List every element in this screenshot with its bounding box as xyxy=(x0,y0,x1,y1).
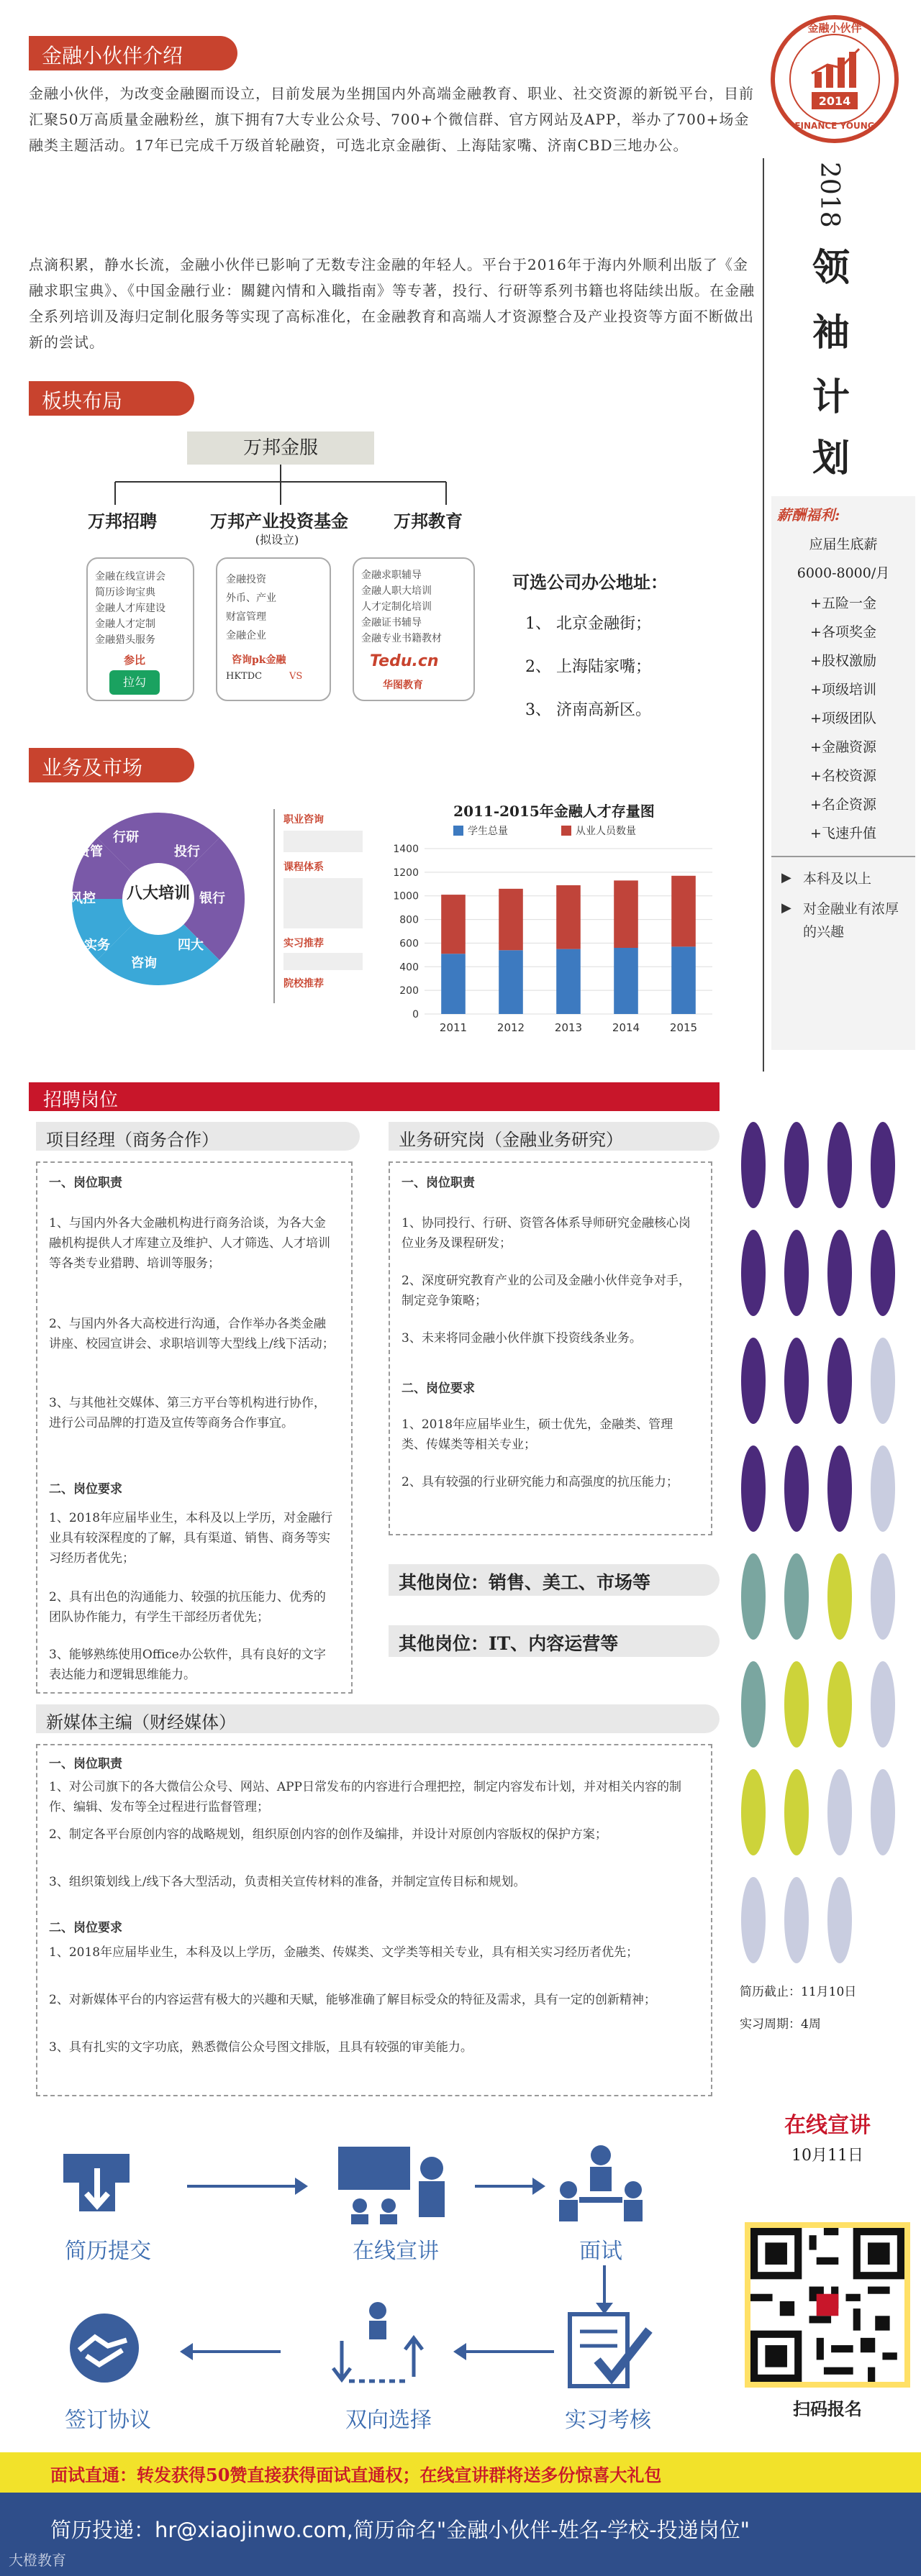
logo-year: 2014 xyxy=(818,94,851,108)
partner-logo-lagou: 拉勾 xyxy=(109,670,160,695)
y-tick-label: 0 xyxy=(412,1009,419,1020)
step-sign-agreement: 签订协议 xyxy=(65,2408,151,2433)
pm-duty-title: 一、岗位职责 xyxy=(49,1176,122,1190)
modules-header: 板块布局 xyxy=(29,381,194,416)
decorative-ellipse xyxy=(827,1122,852,1208)
y-tick-label: 1400 xyxy=(393,844,419,855)
edu-item: 人才定制化培训 xyxy=(361,601,432,613)
x-tick-label: 2012 xyxy=(496,1021,525,1034)
bar-students xyxy=(614,948,638,1014)
arrow-icon: ▶ xyxy=(781,870,791,885)
fund-box xyxy=(216,557,331,701)
module-fund-note: (拟设立) xyxy=(255,533,299,547)
step-two-way-select: 双向选择 xyxy=(345,2408,432,2433)
media-duty: 1、对公司旗下的各大微信公众号、网站、APP日常发布的内容进行合理把控，制定内容发布计划，并对相关内容的制作、编辑、发布等全过程进行监督管理； xyxy=(49,1780,681,1814)
research-detail-box xyxy=(389,1161,712,1535)
pm-duty: 3、与其他社交媒体、第三方平台等机构进行协作，进行公司品牌的打造及宣传等商务合作事宜。 xyxy=(49,1396,326,1430)
requirement-degree: 本科及以上 xyxy=(803,871,872,887)
media-duty-title: 一、岗位职责 xyxy=(49,1757,122,1771)
media-req: 3、具有扎实的文字功底，熟悉微信公众号图文排版，且具有较强的审美能力。 xyxy=(49,2040,473,2055)
media-title: 新媒体主编（财经媒体） xyxy=(46,1712,236,1732)
handshake-icon xyxy=(58,2308,151,2388)
edu-item: 金融人职大培训 xyxy=(361,585,432,597)
service-detail xyxy=(283,878,363,928)
decorative-ellipse xyxy=(741,1553,766,1640)
bar-students xyxy=(499,950,523,1014)
decorative-ellipse xyxy=(871,1769,895,1855)
decorative-ellipse xyxy=(871,1553,895,1640)
decorative-ellipse xyxy=(871,1230,895,1316)
wheel-item: 行研 xyxy=(113,830,139,845)
partner-logo-vs: VS xyxy=(289,671,303,682)
decorative-ellipse xyxy=(827,1553,852,1640)
decorative-ellipse xyxy=(784,1769,809,1855)
media-detail-box xyxy=(36,1744,712,2096)
benefit-item: +项级培训 xyxy=(810,682,876,698)
recruit-header-bar xyxy=(29,1082,720,1111)
partner-logo-hktdc: HKTDC xyxy=(226,671,263,682)
live-talk-date: 10月11日 xyxy=(791,2147,863,2165)
office-address: 3、 济南高新区。 xyxy=(525,701,651,719)
decorative-ellipse xyxy=(741,1445,766,1532)
benefits-divider xyxy=(771,856,915,857)
decorative-ellipse xyxy=(827,1230,852,1316)
legend-swatch xyxy=(453,826,463,836)
side-title-char-4: 划 xyxy=(812,437,850,480)
email-text: 简历投递：hr@xiaojinwo.com,简历命名"金融小伙伴-姓名-学校-投递岗位" xyxy=(50,2518,750,2542)
legend-label: 学生总量 xyxy=(468,826,508,837)
step-online-talk: 在线宣讲 xyxy=(353,2239,439,2264)
bar-students xyxy=(556,949,581,1014)
legend-swatch xyxy=(561,826,571,836)
checklist-icon xyxy=(561,2308,655,2395)
research-duty: 3、未来将同金融小伙伴旗下投资线条业务。 xyxy=(401,1331,642,1346)
decorative-ellipse xyxy=(741,1230,766,1316)
decorative-ellipse xyxy=(827,1769,852,1855)
side-title-char-3: 计 xyxy=(812,375,850,419)
service-detail xyxy=(283,831,363,852)
qr-code[interactable] xyxy=(745,2222,910,2388)
logo-top-text: 金融小伙伴 xyxy=(807,22,862,35)
other-positions-2: 其他岗位：IT、内容运营等 xyxy=(399,1633,619,1654)
decorative-ellipse xyxy=(871,1445,895,1532)
partner-logo-consult: 咨询pk金融 xyxy=(232,654,286,666)
x-tick-label: 2014 xyxy=(612,1021,640,1034)
edu-item: 金融专业书籍教材 xyxy=(361,633,442,644)
benefit-item: +股权激励 xyxy=(810,653,876,669)
benefit-item: +名校资源 xyxy=(810,768,876,784)
benefit-item: +名企资源 xyxy=(810,797,876,813)
recruit-item: 金融在线宣讲会 xyxy=(95,571,165,583)
service-label: 院校推荐 xyxy=(283,978,324,990)
resume-submit-icon xyxy=(58,2139,151,2226)
module-fund: 万邦产业投资基金 xyxy=(210,511,348,531)
benefits-title: 薪酬福利: xyxy=(777,506,840,524)
office-address: 2、 上海陆家嘴； xyxy=(525,658,651,676)
partner-logo-canbi: 参比 xyxy=(124,654,146,667)
partner-logo-huatu: 华图教育 xyxy=(383,680,423,691)
y-tick-label: 400 xyxy=(399,962,419,974)
decorative-ellipse xyxy=(741,1661,766,1748)
bar-employees xyxy=(556,885,581,949)
decorative-ellipse xyxy=(784,1553,809,1640)
recruit-item: 金融猎头服务 xyxy=(95,634,155,646)
service-list xyxy=(273,809,367,1003)
recruit-item: 金融人才定制 xyxy=(95,618,155,630)
intro-header: 金融小伙伴介绍 xyxy=(29,36,237,70)
arrow-left-icon xyxy=(180,2337,281,2366)
qr-label: 扫码报名 xyxy=(793,2398,862,2419)
decorative-ellipse xyxy=(827,1661,852,1748)
benefit-item: +金融资源 xyxy=(810,739,876,755)
arrow-right-icon xyxy=(475,2172,547,2201)
other-positions-2-bar xyxy=(389,1625,720,1657)
research-req: 1、2018年应届毕业生，硕士优先，金融类、管理类、传媒类等相关专业； xyxy=(401,1417,673,1452)
decorative-ellipses xyxy=(741,1122,914,1970)
decorative-ellipse xyxy=(741,1877,766,1963)
research-req-title: 二、岗位要求 xyxy=(401,1381,475,1396)
online-talk-icon xyxy=(338,2139,453,2226)
step-resume-submit: 简历提交 xyxy=(65,2239,151,2264)
arrow-right-icon xyxy=(187,2172,309,2201)
media-title-bar xyxy=(36,1704,720,1733)
module-edu: 万邦教育 xyxy=(394,511,463,531)
bar-students xyxy=(441,954,466,1014)
service-label: 实习推荐 xyxy=(283,938,324,949)
decorative-ellipse xyxy=(741,1122,766,1208)
pm-req: 3、能够熟练使用Office办公软件，具有良好的文字表达能力和逻辑思维能力。 xyxy=(49,1648,326,1682)
benefit-item: +项级团队 xyxy=(810,711,876,726)
research-duty-title: 一、岗位职责 xyxy=(401,1176,475,1190)
partner-logo-tedu: Tedu.cn xyxy=(370,652,439,670)
side-title-char-1: 领 xyxy=(812,246,850,290)
wheel-item: 银行 xyxy=(199,891,225,906)
decorative-ellipse xyxy=(741,1769,766,1855)
decorative-ellipse xyxy=(827,1877,852,1963)
media-duty: 2、制定各平台原创内容的战略规划，组织原创内容的创作及编排，并设计对原创内容版权的保护方案； xyxy=(49,1827,607,1842)
research-duty: 2、深度研究教育产业的公司及金融小伙伴竞争对手，制定竞争策略； xyxy=(401,1274,691,1308)
wheel-item: 咨询 xyxy=(131,956,157,971)
pm-req: 2、具有出色的沟通能力、较强的抗压能力、优秀的团队协作能力，有学生干部经历者优先； xyxy=(49,1590,326,1625)
direct-interview-banner xyxy=(0,2452,921,2493)
other-positions-1: 其他岗位：销售、美工、市场等 xyxy=(399,1572,651,1593)
wheel-item: 投行 xyxy=(174,844,200,859)
other-positions-1-bar xyxy=(389,1564,720,1596)
bar-employees xyxy=(671,876,696,947)
decorative-ellipse xyxy=(784,1877,809,1963)
pm-title: 项目经理（商务合作） xyxy=(46,1130,219,1150)
research-duty: 1、协同投行、行研、资管各体系导师研究金融核心岗位业务及课程研发； xyxy=(401,1216,691,1251)
x-tick-label: 2011 xyxy=(439,1021,468,1034)
recruit-item: 简历诊询宝典 xyxy=(95,587,155,598)
step-intern-assess: 实习考核 xyxy=(565,2408,651,2433)
decorative-ellipse xyxy=(784,1122,809,1208)
business-header: 业务及市场 xyxy=(29,748,194,782)
watermark: 大橙教育 xyxy=(9,2552,66,2569)
pm-req: 1、2018年应届毕业生，本科及以上学历，对金融行业具有较深程度的了解，具有渠道、销售、商务等实习经历者优先； xyxy=(49,1511,333,1566)
recruit-item: 金融人才库建设 xyxy=(95,603,165,614)
wheel-center: 八大培训 xyxy=(126,884,190,903)
decorative-ellipse xyxy=(871,1122,895,1208)
pm-duty: 2、与国内外各大高校进行沟通，合作举办各类金融讲座、校园宣讲会、求职培训等大型线上/线下活动； xyxy=(49,1317,335,1351)
requirement-interest: 对金融业有浓厚的兴趣 xyxy=(803,901,899,940)
email-banner xyxy=(0,2493,921,2576)
pm-duty: 1、与国内外各大金融机构进行商务洽谈，为各大金融机构提供人才库建立及维护、人才筛选、人才培训等各类专业猎聘、培训等服务； xyxy=(49,1216,330,1271)
decorative-ellipse xyxy=(827,1445,852,1532)
fund-item: 金融企业 xyxy=(226,630,266,641)
deadline: 简历截止：11月10日 xyxy=(740,1985,857,1999)
benefit-item: +五险一金 xyxy=(810,595,876,611)
decorative-ellipse xyxy=(784,1445,809,1532)
media-req: 1、2018年应届毕业生，本科及以上学历，金融类、传媒类、文学类等相关专业，具有相关实习经历者优先； xyxy=(49,1945,639,1960)
bar-employees xyxy=(441,895,466,954)
edu-item: 金融求职辅导 xyxy=(361,570,422,581)
module-recruit: 万邦招聘 xyxy=(88,511,157,531)
research-title: 业务研究岗（金融业务研究） xyxy=(399,1130,623,1150)
decorative-ellipse xyxy=(871,1661,895,1748)
bar-employees xyxy=(614,880,638,948)
side-title-year: 2018 xyxy=(815,162,844,228)
fund-item: 外币、产业 xyxy=(226,593,276,604)
service-detail xyxy=(283,953,363,970)
arrow-icon: ▶ xyxy=(781,900,791,915)
talent-bar-chart xyxy=(381,820,727,1043)
research-req: 2、具有较强的行业研究能力和高强度的抗压能力； xyxy=(401,1475,679,1489)
media-req-title: 二、岗位要求 xyxy=(49,1921,122,1935)
benefit-item: +飞速升值 xyxy=(810,826,876,841)
pm-detail-box xyxy=(36,1161,353,1694)
recruit-header: 招聘岗位 xyxy=(43,1090,119,1111)
y-tick-label: 800 xyxy=(399,914,419,926)
intern-period: 实习周期：4周 xyxy=(740,2017,821,2032)
decorative-ellipse xyxy=(871,1338,895,1424)
two-way-select-icon xyxy=(327,2298,428,2391)
decorative-ellipse xyxy=(784,1230,809,1316)
edu-item: 金融证书辅导 xyxy=(361,617,422,629)
module-root: 万邦金服 xyxy=(187,431,374,465)
edu-box xyxy=(353,557,475,701)
wheel-item: 实务 xyxy=(84,938,110,953)
intro-paragraph-1: 金融小伙伴，为改变金融圈而设立，目前发展为坐拥国内外高端金融教育、职业、社交资源的新锐平台，目前汇聚50万高质量金融粉丝，旗下拥有7大专业公众号、700+个微信群、官方网站及APP，举办了700+场金融类主题活动。17年已完成千万级首轮融资，可选北京金融街、上海陆家嘴、济南CBD三地办公。 xyxy=(29,85,754,154)
fund-item: 财富管理 xyxy=(226,611,266,623)
pm-title-bar xyxy=(36,1122,360,1151)
benefits-panel xyxy=(771,496,915,1050)
wheel-item: 四大 xyxy=(178,938,204,953)
fund-item: 金融投资 xyxy=(226,574,266,585)
decorative-ellipse xyxy=(741,1338,766,1424)
media-req: 2、对新媒体平台的内容运营有极大的兴趣和天赋，能够准确了解目标受众的特征及需求，具有一定的创新精神； xyxy=(49,1993,656,2007)
chart-title: 2011-2015年金融人才存量图 xyxy=(453,803,655,820)
x-tick-label: 2013 xyxy=(554,1021,583,1034)
bar-employees xyxy=(499,889,523,950)
x-tick-label: 2015 xyxy=(669,1021,698,1034)
media-duty: 3、组织策划线上/线下各大型活动，负责相关宣传材料的准备，并制定宣传目标和规划。 xyxy=(49,1875,526,1889)
y-tick-label: 200 xyxy=(399,985,419,997)
salary-label: 应届生底薪 xyxy=(809,536,878,552)
office-title: 可选公司办公地址： xyxy=(512,572,668,593)
wheel-item: 资管 xyxy=(77,844,103,859)
vertical-divider xyxy=(763,158,764,1072)
pm-req-title: 二、岗位要求 xyxy=(49,1482,122,1497)
decorative-ellipse xyxy=(784,1338,809,1424)
office-address: 1、 北京金融街； xyxy=(525,615,651,633)
logo-bottom-text: FINANCE YOUNG xyxy=(794,121,875,131)
interview-icon xyxy=(554,2139,648,2226)
finance-young-logo xyxy=(770,14,899,144)
module-tree-lines xyxy=(43,460,504,511)
y-tick-label: 600 xyxy=(399,938,419,950)
bar-students xyxy=(671,946,696,1014)
direct-interview-text: 面试直通：转发获得50赞直接获得面试直通权；在线宣讲群将送多份惊喜大礼包 xyxy=(50,2465,662,2485)
side-title-char-2: 袖 xyxy=(812,311,850,355)
step-interview: 面试 xyxy=(579,2239,622,2264)
intro-paragraph-2: 点滴积累，静水长流，金融小伙伴已影响了无数专注金融的年轻人。平台于2016年于海内外顺利出版了《金融求职宝典》、《中国金融行业：關鍵內情和入職指南》等专著，投行、行研等系列书籍也将陆续出版。在金融全系列培训及海归定制化服务等实现了高标准化，在金融教育和高端人才资源整合及产业投资等方面不断做出新的尝试。 xyxy=(29,256,755,351)
salary-value: 6000-8000/月 xyxy=(797,565,890,581)
research-title-bar xyxy=(389,1122,720,1151)
service-label: 课程体系 xyxy=(283,862,324,873)
y-tick-label: 1200 xyxy=(393,867,419,879)
decorative-ellipse xyxy=(827,1338,852,1424)
recruit-box xyxy=(86,557,194,701)
arrow-left-icon xyxy=(453,2337,554,2366)
legend-label: 从业人员数量 xyxy=(576,826,636,837)
y-tick-label: 1000 xyxy=(393,890,419,903)
benefit-item: +各项奖金 xyxy=(810,624,876,640)
service-label: 职业咨询 xyxy=(283,814,324,826)
decorative-ellipse xyxy=(784,1661,809,1748)
live-talk-title: 在线宣讲 xyxy=(784,2113,871,2138)
wheel-item: 风控 xyxy=(70,891,96,906)
